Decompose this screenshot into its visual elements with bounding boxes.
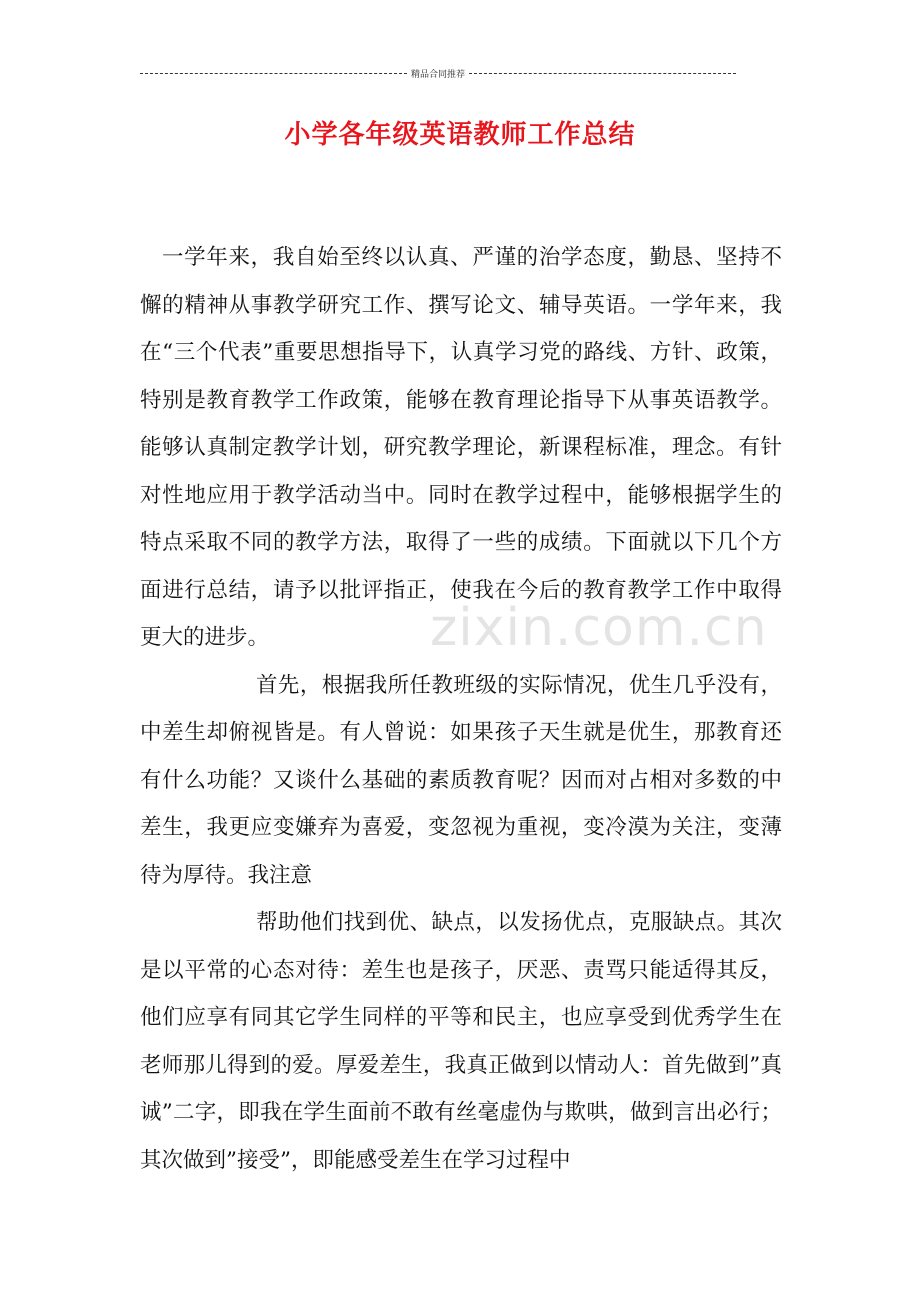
paragraph-2: 首先，根据我所任教班级的实际情况，优生几乎没有，中差生却俯视皆是。有人曾说：如果孩子天生就是优生，那教育还有什么功能？又谈什么基础的素质教育呢？因而对占相对多数的中差生，我更应变嫌弃为喜爱，变忽视为重视，变冷漠为关注，变薄待为厚待。我注意 [140, 672, 782, 888]
paragraph-1: 一学年来，我自始至终以认真、严谨的治学态度，勤恳、坚持不懈的精神从事教学研究工作、撰写论文、辅导英语。一学年来，我在“三个代表”重要思想指导下，认真学习党的路线、方针、政策，特别是教育教学工作政策，能够在教育理论指导下从事英语教学。能够认真制定教学计划，研究教学理论，新课程标准，理念。有针对性地应用于教学活动当中。同时在教学过程中，能够根据学生的特点采取不同的教学方法，取得了一些的成绩。下面就以下几个方面进行总结，请予以批评指正，使我在今后的教育教学工作中取得更大的进步。 [140, 245, 782, 650]
document-body [140, 234, 782, 1184]
watermark: zixin.com.cn [430, 598, 768, 658]
paragraph-3: 帮助他们找到优、缺点，以发扬优点，克服缺点。其次是以平常的心态对待：差生也是孩子，厌恶、责骂只能适得其反，他们应享有同其它学生同样的平等和民主，也应享受到优秀学生在老师那儿得到的爱。厚爱差生，我真正做到以情动人：首先做到”真诚”二字，即我在学生面前不敢有丝毫虚伪与欺哄，做到言出必行；其次做到”接受”，即能感受差生在学习过程中 [140, 910, 782, 1173]
header-label: 精品合同推荐 [411, 69, 466, 80]
header-dash-left [140, 73, 407, 74]
header-dash-right [469, 73, 736, 74]
header-rule [140, 66, 736, 80]
document-title: 小学各年级英语教师工作总结 [284, 120, 636, 150]
